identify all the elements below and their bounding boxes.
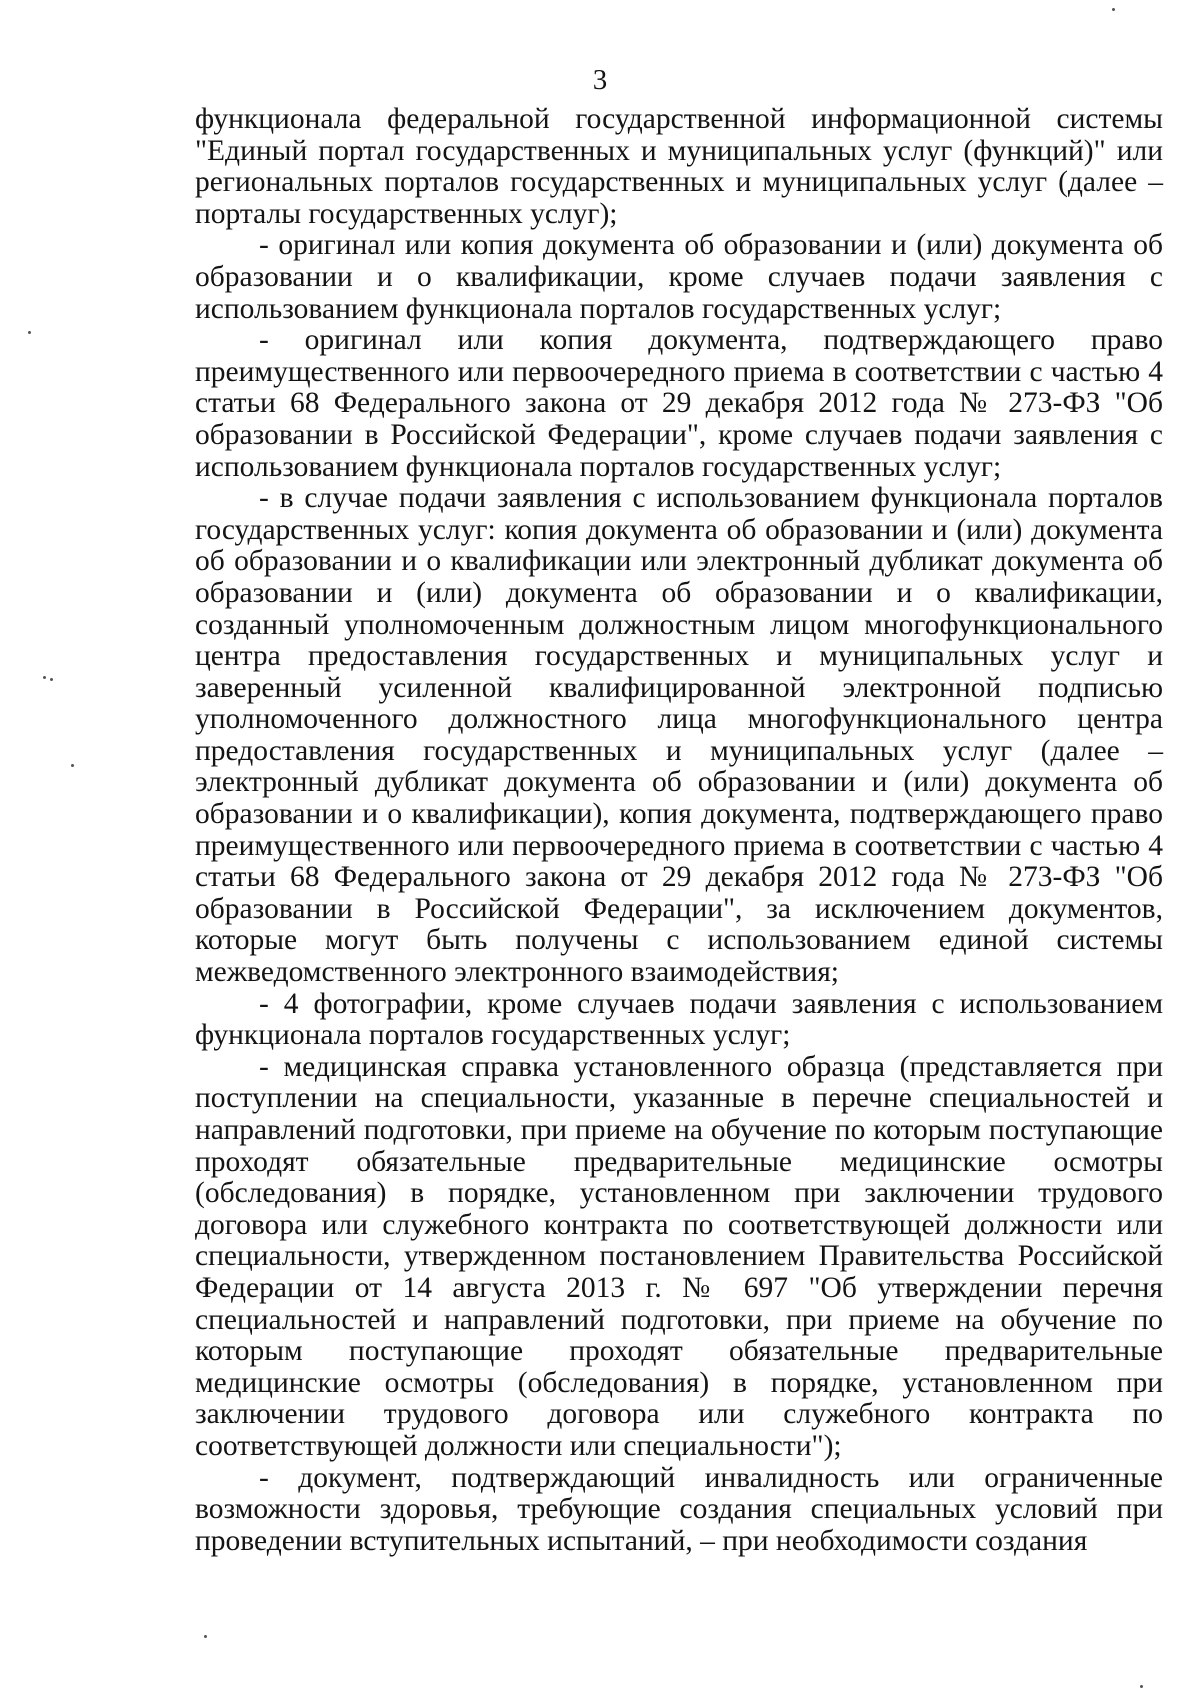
- paragraph-education-document: - оригинал или копия документа об образовании и (или) документа об образовании и о квалификации, кроме случаев подачи заявления с использованием функционала порталов государственных услуг;: [195, 229, 1163, 325]
- page-number: 3: [592, 64, 608, 96]
- paragraph-portal-definition: функционала федеральной государственной информационной системы "Единый портал государственных и муниципальных услуг (функций)" или региональных порталов государственных и муниципальных услуг (далее – порталы государственных услуг);: [195, 103, 1163, 230]
- paragraph-priority-right-document: - оригинал или копия документа, подтверждающего право преимущественного или первоочередного приема в соответствии с частью 4 статьи 68 Федерального закона от 29 декабря 2012 года № 273-ФЗ "Об образовании в Российской Федерации", кроме случаев подачи заявления с использованием функционала порталов государственных услуг;: [195, 324, 1163, 483]
- scan-speck: [1112, 8, 1115, 11]
- scan-speck: [43, 676, 46, 679]
- scan-speck: [204, 1635, 207, 1638]
- paragraph-portal-submission-copies: - в случае подачи заявления с использованием функционала порталов государственных услуг: копия документа об образовании и (или) документа об образовании и о квалификации или электронный дубликат документа об образовании и (или) документа об образовании и о квалификации, созданный уполномоченным должностным лицом многофункционального центра предоставления государственных и муниципальных услуг и заверенный усиленной квалифицированной электронной подписью уполномоченного должностного лица многофункционального центра предоставления государственных и муниципальных услуг (далее – электронный дубликат документа об образовании и (или) документа об образовании и о квалификации), копия документа, подтверждающего право преимущественного или первоочередного приема в соответствии с частью 4 статьи 68 Федерального закона от 29 декабря 2012 года № 273-ФЗ "Об образовании в Российской Федерации", за исключением документов, которые могут быть получены с использованием единой системы межведомственного электронного взаимодействия;: [195, 482, 1163, 989]
- scan-speck: [71, 764, 74, 767]
- scan-speck: [50, 678, 53, 681]
- paragraph-disability-document: - документ, подтверждающий инвалидность или ограниченные возможности здоровья, требующие создания специальных условий при проведении вступительных испытаний, – при необходимости создания: [195, 1461, 1163, 1557]
- paragraph-photos: - 4 фотографии, кроме случаев подачи заявления с использованием функционала порталов государственных услуг;: [195, 987, 1163, 1052]
- paragraph-medical-certificate: - медицинская справка установленного образца (представляется при поступлении на специальности, указанные в перечне специальностей и направлений подготовки, при приеме на обучение по которым поступающие проходят обязательные предварительные медицинские осмотры (обследования) в порядке, установленном при заключении трудового договора или служебного контракта по соответствующей должности или специальности, утвержденном постановлением Правительства Российской Федерации от 14 августа 2013 г. № 697 "Об утверждении перечня специальностей и направлений подготовки, при приеме на обучение по которым поступающие проходят обязательные предварительные медицинские осмотры (обследования) в порядке, установленном при заключении трудового договора или служебного контракта по соответствующей должности или специальности");: [195, 1050, 1163, 1462]
- scan-speck: [28, 331, 31, 334]
- document-body: [195, 104, 1163, 1557]
- scan-speck: [1140, 1685, 1143, 1688]
